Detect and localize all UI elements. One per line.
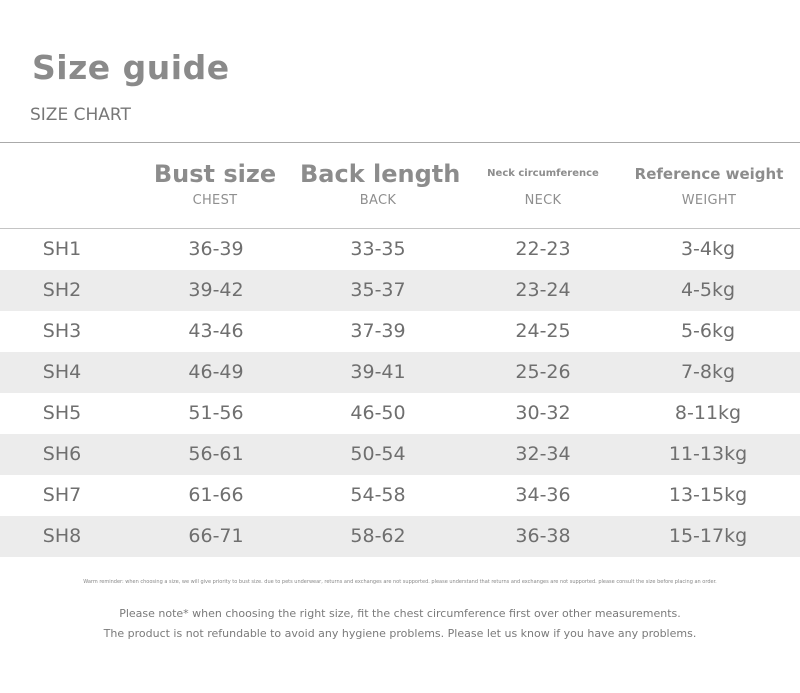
back-cell: 37-39 [350,320,406,342]
chest-cell: 36-39 [188,238,244,260]
header-weight [634,150,784,209]
header-neck [478,150,608,209]
weight-cell: 11-13kg [668,443,748,465]
size-table-body [0,229,800,557]
header-weight-label: Reference weight [634,165,784,183]
table-header [0,150,800,225]
size-cell: SH5 [42,402,82,424]
chest-cell: 43-46 [188,320,244,342]
size-cell: SH2 [42,279,82,301]
weight-cell: 3-4kg [680,238,736,260]
header-back [300,150,461,209]
header-bust [150,150,280,209]
weight-cell: 13-15kg [668,484,748,506]
header-back-sub: BACK [359,193,397,208]
back-cell: 35-37 [350,279,406,301]
warm-reminder: Warm reminder: when choosing a size, we will give priority to bust size. due to pets underwear, returns and exchanges are not supported. please understand that returns and exchanges are not supported. please consult the size before placing an order. [83,579,717,585]
neck-cell: 36-38 [515,525,571,547]
size-cell: SH8 [42,525,82,547]
neck-cell: 32-34 [515,443,571,465]
back-cell: 54-58 [350,484,406,506]
table-row [0,434,800,475]
neck-cell: 23-24 [515,279,571,301]
size-cell: SH1 [42,238,82,260]
weight-cell: 7-8kg [680,361,736,383]
neck-cell: 22-23 [515,238,571,260]
weight-cell: 15-17kg [668,525,748,547]
back-cell: 50-54 [350,443,406,465]
header-bust-label: Bust size [153,160,277,188]
page-title: Size guide [32,48,230,87]
header-neck-label: Neck circumference [487,168,599,179]
table-row [0,311,800,352]
table-row [0,270,800,311]
page-subtitle: SIZE CHART [30,105,131,125]
header-bust-sub: CHEST [192,193,238,208]
size-cell: SH4 [42,361,82,383]
chest-cell: 56-61 [188,443,244,465]
size-cell: SH6 [42,443,82,465]
weight-cell: 4-5kg [680,279,736,301]
back-cell: 58-62 [350,525,406,547]
neck-cell: 30-32 [515,402,571,424]
weight-cell: 5-6kg [680,320,736,342]
size-cell: SH3 [42,320,82,342]
header-back-label: Back length [300,160,461,188]
table-row [0,475,800,516]
header-neck-sub: NECK [524,193,562,208]
chest-cell: 61-66 [188,484,244,506]
table-row [0,393,800,434]
header-weight-sub: WEIGHT [681,193,737,208]
chest-cell: 46-49 [188,361,244,383]
back-cell: 39-41 [350,361,406,383]
chest-cell: 66-71 [188,525,244,547]
size-cell: SH7 [42,484,82,506]
table-row [0,352,800,393]
table-row [0,229,800,270]
neck-cell: 34-36 [515,484,571,506]
neck-cell: 25-26 [515,361,571,383]
chest-cell: 51-56 [188,402,244,424]
weight-cell: 8-11kg [674,402,742,424]
back-cell: 46-50 [350,402,406,424]
back-cell: 33-35 [350,238,406,260]
table-row [0,516,800,557]
note-refund: The product is not refundable to avoid any hygiene problems. Please let us know if you have any problems. [103,627,697,640]
divider [0,142,800,143]
chest-cell: 39-42 [188,279,244,301]
note-fit: Please note* when choosing the right size, fit the chest circumference first over other measurements. [119,607,681,620]
neck-cell: 24-25 [515,320,571,342]
